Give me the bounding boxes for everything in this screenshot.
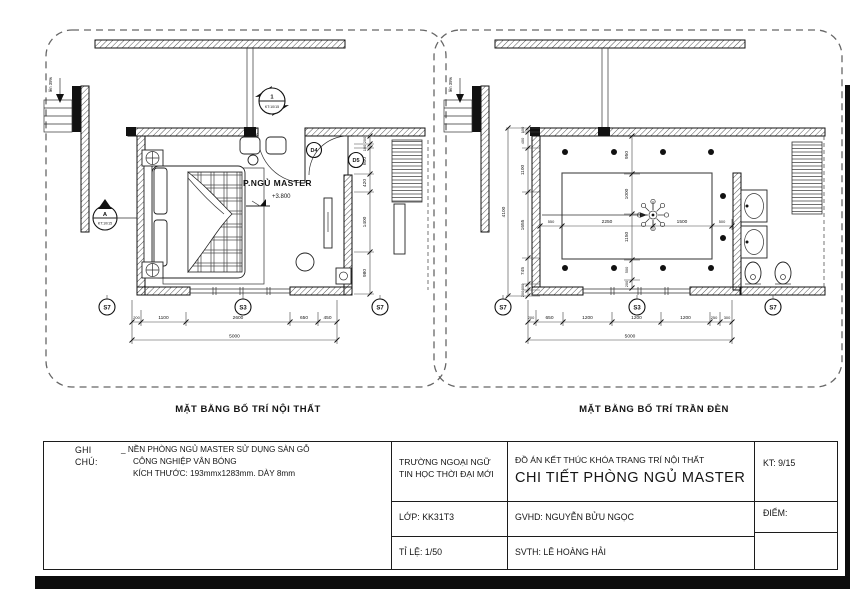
- corner-basin: [336, 268, 351, 284]
- school-name-line1: TRƯỜNG NGOẠI NGỮ: [399, 457, 491, 467]
- svg-text:650: 650: [545, 316, 554, 321]
- svg-text:500: 500: [624, 266, 629, 274]
- scan-edge-right: [845, 85, 850, 589]
- titleblock-divider: [507, 442, 508, 569]
- svg-text:650: 650: [299, 316, 309, 321]
- title-block: [43, 441, 838, 570]
- svg-text:950: 950: [625, 150, 630, 160]
- svg-text:980: 980: [363, 268, 368, 278]
- headboard: [144, 162, 152, 276]
- left-plan-title: MẶT BẰNG BỐ TRÍ NỘI THẤT: [175, 404, 321, 415]
- svg-text:100: 100: [520, 126, 525, 134]
- grid-bubble: S3: [633, 305, 641, 312]
- svg-text:550: 550: [547, 219, 555, 224]
- room-label: P.NGỦ MASTER: [243, 178, 312, 188]
- svg-text:300: 300: [723, 315, 731, 320]
- svg-text:1655: 1655: [521, 219, 526, 231]
- svg-text:100: 100: [362, 144, 367, 152]
- grid-bubble: S7: [103, 305, 111, 312]
- pillow: [154, 168, 167, 214]
- level-value: +3.800: [272, 194, 291, 200]
- svg-text:1200: 1200: [582, 316, 593, 321]
- svg-text:D5: D5: [352, 158, 360, 165]
- school-name-line2: TIN HỌC THỜI ĐẠI MỚI: [399, 469, 494, 479]
- right-ceiling-plan: [434, 30, 842, 415]
- svg-text:300: 300: [520, 283, 525, 291]
- svg-text:5000: 5000: [624, 334, 636, 340]
- svg-text:200: 200: [362, 136, 367, 144]
- stool: [296, 253, 314, 271]
- svg-text:1: 1: [270, 94, 274, 101]
- ceiling-h-dims: [538, 219, 735, 230]
- svg-text:A: A: [102, 212, 108, 218]
- grid-bubble: S7: [769, 305, 777, 312]
- note-line: CÔNG NGHIỆP VÂN BÓNG: [133, 457, 237, 466]
- grid-bubble: S7: [376, 305, 384, 312]
- right-plan-dashed-border: [434, 30, 842, 387]
- svg-text:250: 250: [710, 315, 718, 320]
- titleblock-divider: [391, 536, 754, 537]
- tall-cabinet: [394, 204, 405, 254]
- svg-text:1000: 1000: [625, 188, 630, 200]
- svg-text:200: 200: [133, 315, 140, 320]
- stair-label: lên 35%: [448, 76, 453, 92]
- stair-label: lên 35%: [48, 76, 53, 92]
- svg-text:1500: 1500: [676, 220, 688, 225]
- louver-closet: [792, 142, 822, 214]
- stair-direction-arrow: [56, 94, 64, 103]
- toilet: [745, 262, 761, 284]
- class-field: LỚP: KK31T3: [399, 512, 454, 522]
- advisor-field: GVHD: NGUYỄN BỬU NGỌC: [515, 512, 634, 522]
- scale-field: TỈ LỆ: 1/50: [399, 547, 443, 557]
- svg-text:5000: 5000: [229, 334, 240, 340]
- sink: [741, 226, 767, 258]
- note-line: _ NỀN PHÒNG NGỦ MASTER SỬ DỤNG SÀN GỖ: [121, 445, 310, 454]
- chair: [240, 137, 260, 154]
- toilet: [775, 262, 791, 284]
- svg-text:2600: 2600: [232, 316, 244, 321]
- svg-text:450: 450: [323, 316, 332, 321]
- downlights: [562, 149, 726, 274]
- project-name: ĐỒ ÁN KẾT THÚC KHÓA TRANG TRÍ NỘI THẤT: [515, 455, 705, 465]
- svg-text:200: 200: [520, 290, 525, 298]
- section-marker-1: [255, 86, 289, 116]
- titleblock-divider: [391, 442, 392, 569]
- svg-text:600: 600: [363, 156, 368, 166]
- grid-bubble: S7: [499, 305, 507, 312]
- ceiling-recess: [562, 173, 712, 259]
- titleblock-divider: [754, 442, 755, 569]
- right-plan-title: MẶT BẰNG BỐ TRÍ TRẦN ĐÈN: [579, 404, 729, 415]
- svg-text:2250: 2250: [601, 220, 613, 225]
- ceiling-v-dims: [624, 134, 640, 291]
- grade-field: ĐIỂM:: [763, 508, 788, 518]
- svg-text:1200: 1200: [680, 316, 691, 321]
- bathroom-fixtures: [741, 142, 822, 284]
- pillow: [154, 220, 167, 266]
- note-line: KÍCH THƯỚC: 193mmx1283mm. DÀY 8mm: [133, 469, 296, 478]
- svg-text:500: 500: [718, 219, 726, 224]
- svg-text:1100: 1100: [521, 164, 526, 176]
- grid-bubble: S3: [239, 305, 247, 312]
- titleblock-divider: [391, 501, 837, 502]
- titleblock-divider: [754, 532, 837, 533]
- chair: [266, 137, 286, 154]
- svg-text:1200: 1200: [631, 316, 642, 321]
- svg-text:KT:10/15: KT:10/15: [264, 105, 280, 109]
- svg-text:KT:10/15: KT:10/15: [97, 221, 113, 226]
- section-marker-a: [93, 199, 137, 230]
- svg-text:1150: 1150: [625, 231, 630, 243]
- sheet-number: KT: 9/15: [763, 458, 796, 468]
- nightstand-bottom: [142, 262, 163, 278]
- svg-text:1400: 1400: [363, 216, 368, 228]
- sink: [741, 190, 767, 222]
- stair-direction-arrow: [456, 94, 464, 103]
- svg-text:200: 200: [527, 315, 535, 320]
- drawing-title: CHI TIẾT PHÒNG NGỦ MASTER: [515, 470, 746, 486]
- svg-text:200: 200: [624, 280, 629, 288]
- svg-text:400: 400: [520, 137, 525, 145]
- notes-label: GHI CHÚ:: [75, 445, 98, 467]
- svg-text:1100: 1100: [158, 316, 169, 321]
- left-floor-plan: [44, 30, 446, 415]
- nightstand-top: [142, 150, 163, 166]
- svg-text:420: 420: [363, 178, 368, 188]
- svg-text:D4: D4: [310, 148, 318, 155]
- student-field: SVTH: LÊ HOÀNG HẢI: [515, 547, 606, 557]
- scan-edge-bottom: [35, 576, 850, 589]
- louver-closet: [392, 140, 422, 202]
- level-marker-icon: [246, 199, 270, 206]
- svg-text:4100: 4100: [502, 206, 507, 218]
- svg-text:745: 745: [521, 266, 526, 276]
- side-table: [248, 155, 258, 165]
